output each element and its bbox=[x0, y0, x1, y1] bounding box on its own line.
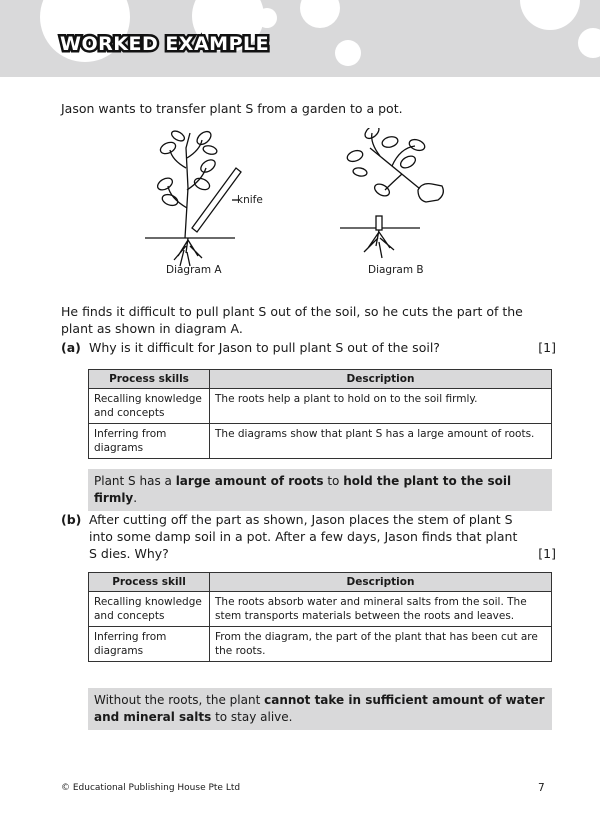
table-row bbox=[89, 424, 552, 459]
banner-title: WORKED EXAMPLE bbox=[60, 33, 270, 55]
question-a bbox=[61, 339, 556, 357]
answer-text: Plant S has a bbox=[94, 474, 176, 488]
copyright-footer: © Educational Publishing House Pte Ltd bbox=[61, 783, 241, 793]
diagram-b-plant bbox=[340, 128, 443, 258]
process-skills-table-a bbox=[88, 369, 552, 459]
answer-text: Without the roots, the plant bbox=[94, 693, 265, 707]
table-header: Description bbox=[210, 370, 552, 389]
table-header-row bbox=[89, 573, 552, 592]
question-a-marks: [1] bbox=[538, 340, 556, 355]
decorative-circle bbox=[257, 8, 277, 28]
table-cell: Inferring from diagrams bbox=[89, 627, 210, 662]
table-row bbox=[89, 389, 552, 424]
table-header-row bbox=[89, 370, 552, 389]
diagram-a-plant bbox=[145, 129, 241, 266]
table-row bbox=[89, 592, 552, 627]
plant-diagrams-illustration bbox=[140, 128, 450, 278]
question-b bbox=[61, 511, 556, 563]
table-row bbox=[89, 627, 552, 662]
table-header: Process skills bbox=[89, 370, 210, 389]
table-cell: The roots absorb water and mineral salts from the soil. The stem transports materials between the roots and leaves. bbox=[210, 592, 552, 627]
worked-example-banner bbox=[0, 0, 600, 77]
plant-diagrams bbox=[140, 128, 450, 278]
intro-text: Jason wants to transfer plant S from a garden to a pot. bbox=[61, 101, 403, 116]
table-cell: The roots help a plant to hold on to the soil firmly. bbox=[210, 389, 552, 424]
table-header: Process skill bbox=[89, 573, 210, 592]
question-b-text: After cutting off the part as shown, Jason places the stem of plant S into some damp soil in a pot. After a few days, Jason finds that plant S dies. Why? bbox=[89, 512, 518, 561]
answer-keyword: cannot take in sufficient amount of water and mineral salts bbox=[94, 693, 545, 724]
page-number: 7 bbox=[538, 782, 545, 794]
answer-text: to bbox=[323, 474, 344, 488]
process-skills-table-b bbox=[88, 572, 552, 662]
knife-label: knife bbox=[237, 194, 263, 206]
answer-text: to stay alive. bbox=[211, 710, 293, 724]
answer-text: . bbox=[133, 491, 138, 505]
answer-keyword: large amount of roots bbox=[175, 474, 324, 488]
decorative-circle bbox=[578, 28, 600, 58]
table-cell: Recalling knowledge and concepts bbox=[89, 389, 210, 424]
decorative-circle bbox=[520, 0, 580, 30]
table-cell: Recalling knowledge and concepts bbox=[89, 592, 210, 627]
answer-keyword: hold the plant to the soil firmly bbox=[94, 474, 512, 505]
table-cell: Inferring from diagrams bbox=[89, 424, 210, 459]
decorative-circle bbox=[300, 0, 340, 28]
diagram-a-caption: Diagram A bbox=[166, 264, 222, 276]
diagram-b-caption: Diagram B bbox=[368, 264, 424, 276]
answer-box-b bbox=[88, 688, 552, 730]
table-header: Description bbox=[210, 573, 552, 592]
question-a-text: Why is it difficult for Jason to pull plant S out of the soil? bbox=[89, 340, 440, 355]
question-a-label: (a) bbox=[61, 340, 81, 355]
decorative-circle bbox=[335, 40, 361, 66]
context-paragraph: He finds it difficult to pull plant S out of the soil, so he cuts the part of the plant as shown in diagram A. bbox=[61, 304, 523, 336]
table-cell: From the diagram, the part of the plant that has been cut are the roots. bbox=[210, 627, 552, 662]
table-cell: The diagrams show that plant S has a large amount of roots. bbox=[210, 424, 552, 459]
answer-box-a bbox=[88, 469, 552, 511]
question-b-marks: [1] bbox=[538, 546, 556, 561]
question-b-label: (b) bbox=[61, 512, 82, 527]
